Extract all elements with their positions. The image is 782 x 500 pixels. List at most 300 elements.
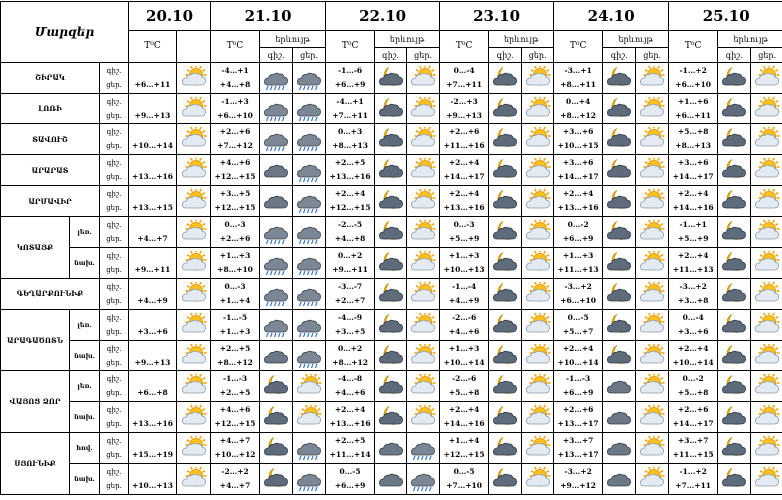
temp-day: +4…+6: [448, 326, 480, 336]
sun-cloud-icon: [177, 371, 211, 402]
temp-day: +9…+13: [134, 110, 171, 120]
moon-cloud-icon: [718, 124, 751, 155]
day-header: ցեր.: [407, 48, 440, 62]
temp-night: +3…+6: [562, 158, 594, 168]
temperature-range: [326, 278, 375, 309]
temp-night: [129, 403, 176, 417]
temp-day: +4…+9: [448, 295, 480, 305]
temperature-range: [129, 464, 177, 495]
region-name: ՏԱՎՈՒՇ: [1, 124, 100, 155]
sun-cloud-icon: [636, 62, 669, 93]
day-label: ցեր.: [106, 235, 122, 244]
temperature-range: [440, 155, 489, 186]
day-label: ցեր.: [106, 142, 122, 151]
temperature-range: [129, 124, 177, 155]
temp-night: +2…+4: [677, 343, 709, 353]
temp-night: -3…+1: [564, 65, 592, 75]
temp-night: 0…-5: [339, 467, 361, 477]
temp-day: +6…+10: [675, 79, 712, 89]
temp-day: +4…+7: [137, 234, 168, 244]
day-label: ցեր.: [106, 80, 122, 89]
rain-cloud-icon: [260, 62, 293, 93]
temperature-range: [211, 217, 260, 248]
rain-cloud-icon: [293, 464, 326, 495]
region-name: ԱՐՄԱՎԻՐ: [1, 186, 100, 217]
sun-cloud-icon: [407, 93, 440, 124]
temperature-range: [440, 371, 489, 402]
temp-night: +2…+6: [448, 127, 480, 137]
temperature-range: [211, 186, 260, 217]
temp-night: 0…-3: [224, 220, 246, 230]
temperature-range: [669, 340, 718, 371]
night-header: գիշ.: [375, 48, 407, 62]
period-labels: [100, 464, 129, 495]
temp-day: +8…+12: [332, 357, 368, 367]
temp-night: +2…+4: [448, 405, 480, 415]
temperature-range: [440, 62, 489, 93]
night-label: գիշ.: [106, 97, 122, 106]
temp-day: +8…+12: [560, 110, 596, 120]
temp-day: +5…+8: [448, 388, 480, 398]
sun-cloud-icon: [407, 217, 440, 248]
temp-night: +3…+5: [219, 189, 251, 199]
temperature-range: [669, 217, 718, 248]
temperature-range: [440, 402, 489, 433]
sun-cloud-icon: [293, 371, 326, 402]
period-labels: [100, 93, 129, 124]
temperature-range: [129, 247, 177, 278]
sun-cloud-icon: [751, 247, 782, 278]
sun-cloud-icon: [751, 371, 782, 402]
temp-night: 0…+4: [566, 96, 591, 106]
temperature-range: [554, 186, 603, 217]
temp-day: +10…+15: [557, 141, 599, 151]
sun-cloud-icon: [522, 124, 554, 155]
period-labels: [100, 340, 129, 371]
temp-night: +4…+7: [219, 436, 251, 446]
temp-night: +1…+3: [448, 343, 480, 353]
sun-cloud-icon: [407, 278, 440, 309]
cloud-icon: [375, 433, 407, 464]
moon-cloud-icon: [603, 93, 636, 124]
sun-cloud-icon: [177, 124, 211, 155]
region-name: ԿՈՏԱՅՔ: [1, 217, 70, 279]
temp-night: [129, 125, 176, 139]
moon-cloud-icon: [718, 464, 751, 495]
rain-cloud-icon: [293, 155, 326, 186]
temperature-range: [129, 309, 177, 340]
moon-cloud-icon: [489, 340, 522, 371]
moon-cloud-icon: [260, 402, 293, 433]
rain-cloud-icon: [293, 247, 326, 278]
rain-cloud-icon: [293, 309, 326, 340]
sun-cloud-icon: [751, 433, 782, 464]
temp-day: +10…+14: [132, 141, 173, 151]
temp-night: -4…-9: [337, 312, 363, 322]
temp-day: +6…+9: [334, 481, 366, 491]
region-name: ԱՐԱՐԱՏ: [1, 155, 100, 186]
moon-cloud-icon: [260, 371, 293, 402]
region-name: ԱՐԱԳԱԾՈՏՆ: [1, 309, 70, 371]
sun-cloud-icon: [293, 402, 326, 433]
temp-day: +13…+16: [132, 419, 173, 429]
temperature-range: [211, 464, 260, 495]
moon-cloud-icon: [489, 402, 522, 433]
moon-cloud-icon: [603, 155, 636, 186]
moon-cloud-icon: [718, 62, 751, 93]
temperature-range: [211, 93, 260, 124]
night-label: գիշ.: [106, 190, 122, 199]
sun-cloud-icon: [751, 402, 782, 433]
sun-cloud-icon: [636, 155, 669, 186]
sun-cloud-icon: [636, 247, 669, 278]
cloud-icon: [603, 433, 636, 464]
moon-cloud-icon: [260, 433, 293, 464]
sun-cloud-icon: [407, 402, 440, 433]
temperature-range: [326, 433, 375, 464]
sun-cloud-icon: [407, 309, 440, 340]
temp-day: +7…+11: [675, 481, 712, 491]
temp-night: -3…+2: [564, 281, 592, 291]
moon-cloud-icon: [489, 124, 522, 155]
sun-cloud-icon: [407, 124, 440, 155]
moon-cloud-icon: [718, 247, 751, 278]
temp-day: +8…+11: [560, 79, 596, 89]
temperature-range: [440, 217, 489, 248]
temperature-range: [554, 402, 603, 433]
temp-day: +11…+16: [443, 141, 485, 151]
temperature-range: [211, 309, 260, 340]
temperature-range: [129, 433, 177, 464]
sun-cloud-icon: [522, 247, 554, 278]
sun-cloud-icon: [522, 186, 554, 217]
temperature-range: [554, 340, 603, 371]
temp-night: [129, 64, 176, 78]
temp-day: +10…+13: [443, 264, 485, 274]
day-label: ցեր.: [106, 389, 122, 398]
temp-day: +9…+13: [134, 357, 171, 367]
temp-header: T⁰C: [129, 30, 177, 62]
date-header: 24.10: [554, 2, 669, 31]
subregion-label: հով.: [70, 433, 100, 464]
moon-cloud-icon: [489, 371, 522, 402]
cloud-icon: [603, 371, 636, 402]
temp-day: +4…+9: [137, 295, 168, 305]
temperature-range: [440, 433, 489, 464]
temp-day: +3…+8: [677, 295, 709, 305]
moon-cloud-icon: [375, 93, 407, 124]
moon-cloud-icon: [260, 464, 293, 495]
temp-day: +7…+12: [217, 141, 253, 151]
temp-day: +2…+5: [219, 388, 251, 398]
temp-night: +2…+4: [562, 343, 594, 353]
region-name: ՍՅՈՒՆԻՔ: [1, 433, 70, 495]
temp-night: 0…-3: [224, 281, 246, 291]
date-header: 23.10: [440, 2, 554, 31]
temperature-range: [669, 186, 718, 217]
temp-night: -1…-5: [222, 312, 248, 322]
day-label: ցեր.: [106, 204, 122, 213]
moon-cloud-icon: [375, 217, 407, 248]
cloud-icon: [260, 155, 293, 186]
temp-day: +6…+10: [217, 110, 253, 120]
sun-cloud-icon: [407, 371, 440, 402]
sun-cloud-icon: [636, 464, 669, 495]
region-name: ՎԱՅՈՑ ՁՈՐ: [1, 371, 70, 433]
temp-night: -1…+3: [221, 96, 249, 106]
temperature-range: [211, 155, 260, 186]
subregion-label: նախ.: [70, 247, 100, 278]
moon-cloud-icon: [375, 402, 407, 433]
temperature-range: [440, 464, 489, 495]
moon-cloud-icon: [489, 247, 522, 278]
sun-cloud-icon: [636, 93, 669, 124]
day-label: ցեր.: [106, 173, 122, 182]
temperature-range: [326, 464, 375, 495]
moon-cloud-icon: [718, 371, 751, 402]
sun-cloud-icon: [522, 371, 554, 402]
temp-day: +13…+15: [132, 203, 173, 213]
temperature-range: [326, 124, 375, 155]
sun-cloud-icon: [636, 186, 669, 217]
rain-cloud-icon: [293, 93, 326, 124]
temp-day: +3…+6: [677, 326, 709, 336]
temperature-range: [440, 309, 489, 340]
night-label: գիշ.: [106, 66, 122, 75]
temperature-range: [129, 402, 177, 433]
temp-day: +4…+6: [334, 388, 366, 398]
temp-day: +12…+15: [329, 203, 371, 213]
temp-day: +9…+13: [446, 110, 482, 120]
sun-cloud-icon: [177, 62, 211, 93]
sun-cloud-icon: [522, 309, 554, 340]
temp-day: +14…+16: [443, 419, 485, 429]
sun-cloud-icon: [177, 340, 211, 371]
sun-cloud-icon: [636, 309, 669, 340]
day-label: ցեր.: [106, 296, 122, 305]
period-labels: [100, 402, 129, 433]
cloud-icon: [603, 464, 636, 495]
sun-cloud-icon: [751, 464, 782, 495]
night-header: գիշ.: [718, 48, 751, 62]
sun-cloud-icon: [522, 402, 554, 433]
night-label: գիշ.: [106, 221, 122, 230]
temp-night: 0…-5: [453, 467, 475, 477]
sun-cloud-icon: [751, 340, 782, 371]
temp-night: 0…-4: [453, 65, 475, 75]
temperature-range: [554, 247, 603, 278]
moon-cloud-icon: [489, 93, 522, 124]
phenomenon-header: երևույթ: [260, 30, 326, 47]
subregion-label: նախ.: [70, 464, 100, 495]
temp-night: -1…-6: [337, 65, 363, 75]
sun-cloud-icon: [636, 371, 669, 402]
temp-night: -1…+2: [679, 65, 707, 75]
temp-header: T⁰C: [554, 30, 603, 62]
rain-cloud-icon: [293, 186, 326, 217]
blank-header: [177, 30, 211, 62]
region-name: ԳԵՂԱՐՔՈՒՆԻՔ: [1, 278, 100, 309]
night-label: գիշ.: [106, 437, 122, 446]
temp-night: +3…+6: [562, 127, 594, 137]
sun-cloud-icon: [177, 278, 211, 309]
temp-day: +10…+13: [132, 481, 173, 491]
period-labels: [100, 278, 129, 309]
temp-night: +2…+4: [334, 189, 366, 199]
temp-night: [129, 280, 176, 294]
day-label: ցեր.: [106, 451, 122, 460]
temp-day: +8…+10: [217, 264, 253, 274]
day-label: ցեր.: [106, 482, 122, 491]
rain-cloud-icon: [293, 62, 326, 93]
day-label: ցեր.: [106, 265, 122, 274]
moon-cloud-icon: [603, 247, 636, 278]
temp-day: +6…+9: [562, 388, 594, 398]
moon-cloud-icon: [718, 340, 751, 371]
sun-cloud-icon: [177, 402, 211, 433]
moon-cloud-icon: [489, 433, 522, 464]
temp-day: +2…+6: [219, 234, 251, 244]
sun-cloud-icon: [177, 464, 211, 495]
temp-night: +3…+7: [677, 436, 709, 446]
temperature-range: [554, 464, 603, 495]
temp-day: +13…+16: [329, 172, 371, 182]
temp-night: [129, 249, 176, 263]
temp-night: 0…-5: [567, 312, 589, 322]
temp-day: +11…+13: [672, 264, 714, 274]
moon-cloud-icon: [375, 278, 407, 309]
phenomenon-header: երևույթ: [489, 30, 554, 47]
temperature-range: [326, 155, 375, 186]
temp-day: +5…+8: [677, 388, 709, 398]
temperature-range: [326, 309, 375, 340]
temp-day: +15…+19: [132, 450, 173, 460]
temp-day: +8…+13: [675, 141, 712, 151]
temp-night: -1…-3: [222, 374, 248, 384]
temp-night: +1…+6: [677, 96, 709, 106]
temperature-range: [129, 186, 177, 217]
temperature-range: [440, 93, 489, 124]
night-label: գիշ.: [106, 406, 122, 415]
rain-cloud-icon: [260, 124, 293, 155]
temperature-range: [554, 433, 603, 464]
temp-day: +13…+17: [557, 450, 599, 460]
period-labels: [100, 62, 129, 93]
temp-day: +9…+11: [332, 264, 368, 274]
moon-cloud-icon: [718, 155, 751, 186]
temperature-range: [129, 278, 177, 309]
sun-cloud-icon: [177, 93, 211, 124]
moon-cloud-icon: [603, 124, 636, 155]
date-header: 20.10: [129, 2, 211, 31]
moon-cloud-icon: [375, 247, 407, 278]
temp-day: +12…+15: [214, 172, 256, 182]
temp-night: +2…+5: [334, 158, 366, 168]
temp-day: +9…+11: [134, 264, 171, 274]
moon-cloud-icon: [603, 186, 636, 217]
temp-day: +7…+11: [332, 110, 368, 120]
period-labels: [100, 217, 129, 248]
temperature-range: [440, 278, 489, 309]
temperature-range: [440, 340, 489, 371]
temp-day: +13…+16: [329, 419, 371, 429]
sun-cloud-icon: [522, 155, 554, 186]
period-labels: [100, 186, 129, 217]
temperature-range: [554, 217, 603, 248]
temperature-range: [669, 62, 718, 93]
temperature-range: [211, 124, 260, 155]
temp-night: -4…+1: [336, 96, 364, 106]
moon-cloud-icon: [489, 217, 522, 248]
rain-cloud-icon: [260, 217, 293, 248]
night-label: գիշ.: [106, 344, 122, 353]
temp-night: [129, 156, 176, 170]
temperature-range: [669, 464, 718, 495]
temperature-range: [669, 155, 718, 186]
temp-day: +5…+9: [448, 234, 480, 244]
temperature-range: [129, 371, 177, 402]
temp-night: +1…+4: [448, 436, 480, 446]
subregion-label: լեռ.: [70, 371, 100, 402]
day-label: ցեր.: [106, 327, 122, 336]
night-label: գիշ.: [106, 375, 122, 384]
rain-cloud-icon: [293, 124, 326, 155]
sun-cloud-icon: [751, 62, 782, 93]
temp-day: +10…+14: [443, 357, 485, 367]
sun-cloud-icon: [177, 186, 211, 217]
temp-day: +7…+11: [446, 79, 482, 89]
temperature-range: [129, 155, 177, 186]
temp-night: [129, 218, 176, 232]
sun-cloud-icon: [522, 217, 554, 248]
sun-cloud-icon: [751, 155, 782, 186]
moon-cloud-icon: [375, 124, 407, 155]
temperature-range: [211, 371, 260, 402]
cloud-icon: [603, 402, 636, 433]
temp-day: +10…+14: [672, 357, 714, 367]
day-header: ցեր.: [293, 48, 326, 62]
day-header: ցեր.: [636, 48, 669, 62]
temperature-range: [211, 402, 260, 433]
rain-cloud-icon: [293, 217, 326, 248]
sun-cloud-icon: [636, 433, 669, 464]
sun-cloud-icon: [751, 278, 782, 309]
temperature-range: [669, 402, 718, 433]
sun-cloud-icon: [177, 217, 211, 248]
rain-cloud-icon: [260, 247, 293, 278]
temp-night: -2…+3: [450, 96, 478, 106]
temp-day: +12…+15: [443, 450, 485, 460]
temp-night: +2…+4: [448, 158, 480, 168]
temperature-range: [129, 62, 177, 93]
temp-header: T⁰C: [440, 30, 489, 62]
temperature-range: [211, 433, 260, 464]
moon-cloud-icon: [375, 62, 407, 93]
moon-cloud-icon: [718, 186, 751, 217]
temp-day: +1…+3: [219, 326, 251, 336]
moon-cloud-icon: [489, 464, 522, 495]
temp-day: +6…+11: [134, 79, 171, 89]
moon-cloud-icon: [603, 217, 636, 248]
temp-night: 0…-2: [682, 374, 704, 384]
temp-night: [129, 465, 176, 479]
temp-day: +14…+16: [672, 203, 714, 213]
rain-cloud-icon: [293, 340, 326, 371]
night-header: գիշ.: [260, 48, 293, 62]
temp-night: -2…-6: [452, 312, 477, 322]
temperature-range: [669, 124, 718, 155]
temperature-range: [554, 278, 603, 309]
